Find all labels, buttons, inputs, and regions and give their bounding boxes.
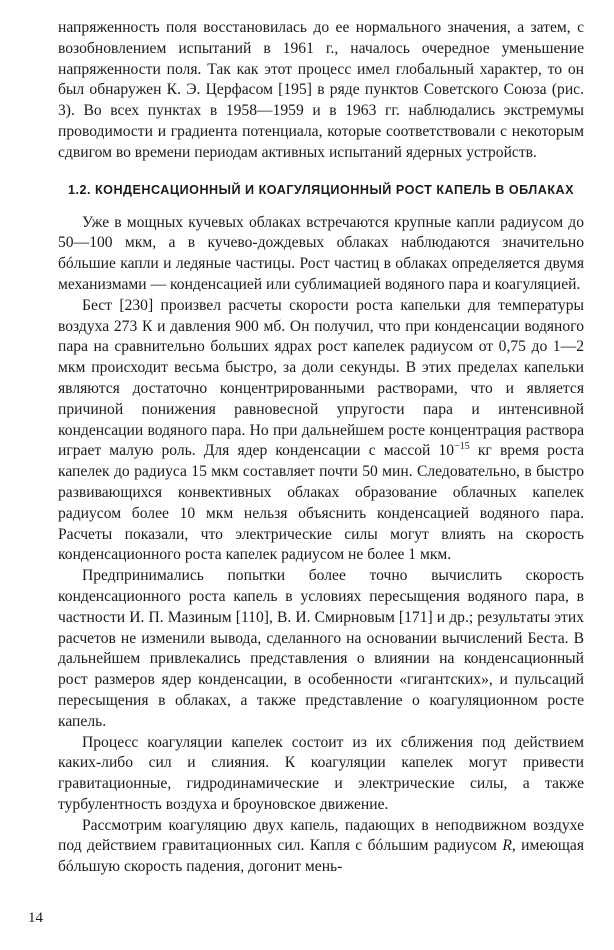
paragraph-4: Процесс коагуляции капелек состоит из их сближения под действием каких-либо сил и слияния. К коагуляции капелек могут привести гравитационные, гидродинамические и электрические силы, а также турбулентность воздуха и броуновское движение. bbox=[58, 733, 584, 813]
paragraph-1: Уже в мощных кучевых облаках встречаются крупные капли радиусом до 50—100 мкм, а в кучево-дождевых облаках наблюдаются значительно бóльшие капли и ледяные частицы. Рост частиц в облаках определяется двумя механизмами — конденсацией или сублимацией водяного пара и коагуляцией. bbox=[58, 213, 584, 293]
paragraph-5-part-a: Рассмотрим коагуляцию двух капель, падающих в неподвижном воздухе под действием гравитационных сил. Капля с бóльшим радиусом bbox=[58, 816, 584, 855]
paragraph-2-part-b: кг время роста капелек до радиуса 15 мкм составляет почти 50 мин. Следовательно, в быстро развивающихся конвективных облаках образование облачных капелек радиусом более 10 мкм нельзя объяснить конденсацией водяного пара. Расчеты показали, что электрические силы могут влиять на скорость конденсационного роста капелек радиусом не более 1 мкм. bbox=[58, 442, 585, 564]
section-number: 1.2. bbox=[67, 182, 91, 197]
paragraph-2 bbox=[58, 296, 584, 566]
section-heading bbox=[58, 182, 584, 199]
paragraph-continued: напряженность поля восстановилась до ее нормального значения, а затем, с возобновлением испытаний в 1961 г., началось очередное уменьшение напряженности поля. Так как этот процесс имел глобальный характер, то он был обнаружен К. Э. Церфасом [195] в ряде пунктов Советского Союза (рис. 3). Во всех пунктах в 1958—1959 и в 1963 гг. наблюдались экстремумы проводимости и градиента потенциала, которые соответствовали с некоторым сдвигом во времени периодам активных испытаний ядерных устройств. bbox=[58, 19, 584, 161]
paragraph-3: Предпринимались попытки более точно вычислить скорость конденсационного роста капель в условиях пересыщения водяного пара, в частности И. П. Мазиным [110], В. И. Смирновым [171] и др.; результаты этих расчетов не изменили вывода, сделанного на основании вычислений Беста. В дальнейшем привлекались представления о влиянии на конденсационный рост размеров ядер конденсации, в особенности «гигантских», и пульсаций пересыщения в облаках, а также представление о коагуляционном росте капель. bbox=[58, 567, 584, 730]
paragraph-5-part-b: , имеющая бóльшую скорость падения, догонит мень- bbox=[58, 837, 585, 876]
paragraph-5 bbox=[58, 816, 584, 878]
page-number: 14 bbox=[28, 910, 43, 926]
paragraph-2-part-a: Бест [230] произвел расчеты скорости роста капельки для температуры воздуха 273 К и давления 900 мб. Он получил, что при конденсации водяного пара на сравнительно больших ядрах рост капелек радиусом от 0,75 до 1—2 мкм происходит весьма быстро, за доли секунды. В этих пределах капельки являются достаточно концентрированными растворами, что и является причиной понижения равновесной упругости пара и интенсивной конденсации водяного пара. Но при дальнейшем росте концентрация раствора играет малую роль. Для ядер конденсации с массой 10 bbox=[58, 296, 584, 460]
variable-r: R bbox=[502, 837, 512, 855]
section-title: КОНДЕНСАЦИОННЫЙ И КОАГУЛЯЦИОННЫЙ РОСТ КАПЕЛЬ В ОБЛАКАХ bbox=[94, 182, 575, 197]
exponent: −15 bbox=[454, 441, 470, 453]
body-text bbox=[58, 18, 584, 878]
